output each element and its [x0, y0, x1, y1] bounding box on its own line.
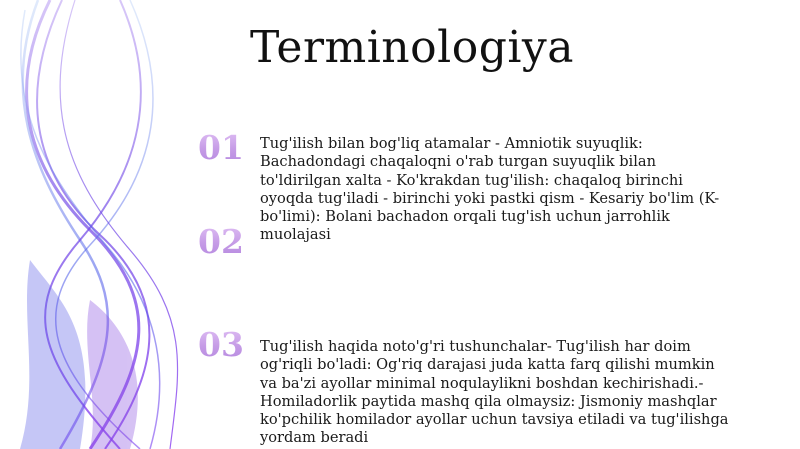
paragraph-birth-myths: Tug'ilish haqida noto'g'ri tushunchalar- Tug'ilish har doim og'riqli bo'ladi: Og'riq darajasi juda katta farq qilishi mumkin va ba'zi ayollar minimal noqulaylikni boshdan kechirishadi.- Homiladorlik paytida mashq qila olmaysiz: Jismoniy mashqlar ko'pchilik homilador ayollar uchun tavsiya etiladi va tug'ilishga yordam beradi	[260, 338, 729, 447]
decorative-ribbon	[0, 0, 230, 449]
item-number-03: 03	[198, 325, 244, 364]
paragraph-birth-terms: Tug'ilish bilan bog'liq atamalar - Amniotik suyuqlik: Bachadondagi chaqaloqni o'rab turgan suyuqlik bilan to'ldirilgan xalta - Ko'krakdan tug'ilish: chaqaloq birinchi oyoqda tug'iladi - birinchi yoki pastki qism - Kesariy bo'lim (K-bo'limi): Bolani bachadon orqali tug'ish uchun jarrohlik muolajasi	[260, 135, 720, 244]
item-number-01: 01	[198, 128, 244, 167]
item-number-02: 02	[198, 222, 244, 261]
slide-title: Terminologiya	[250, 22, 575, 73]
